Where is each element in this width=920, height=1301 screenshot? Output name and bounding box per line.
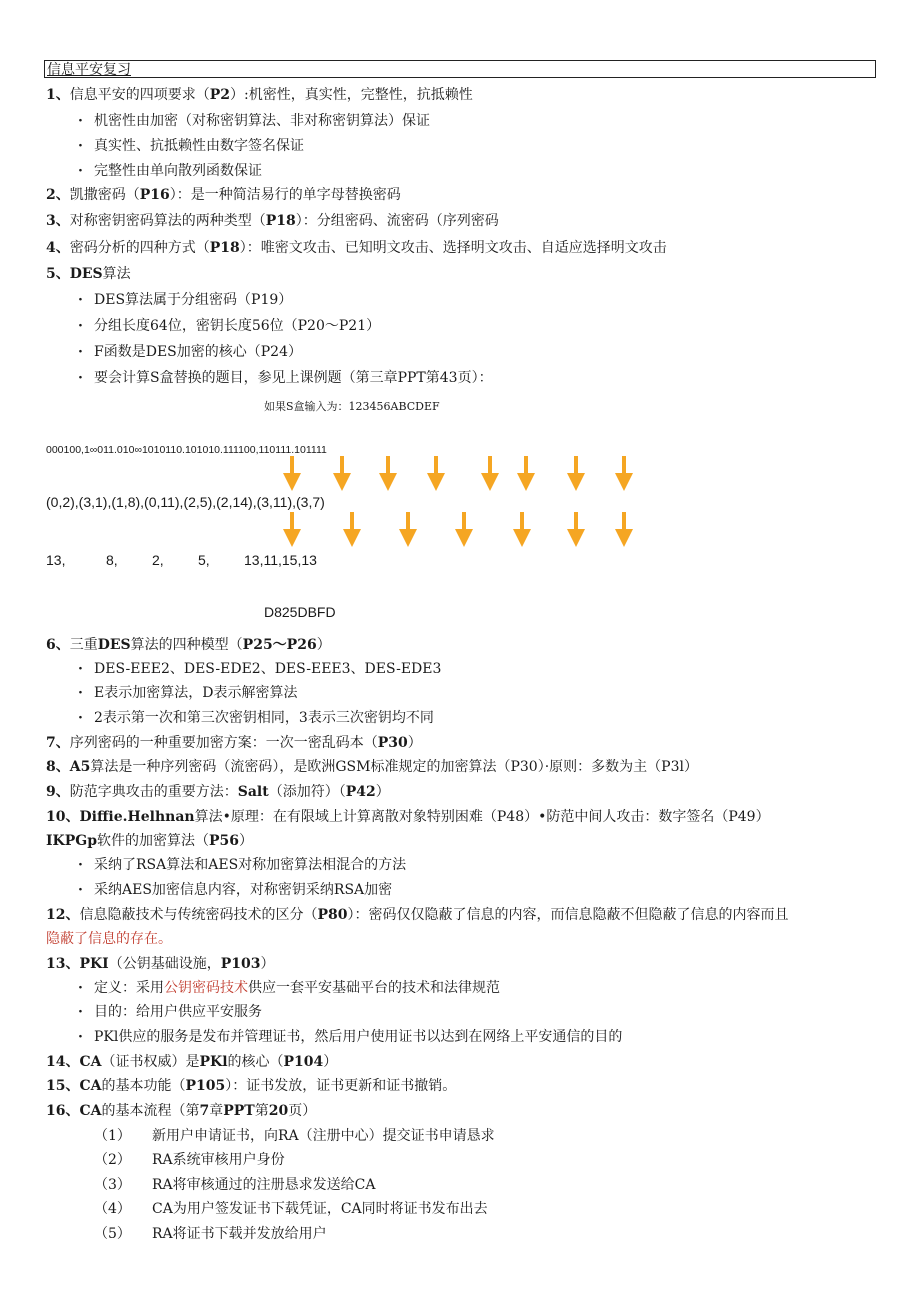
item-1-bullet-3: · 完整性由单向散列函数保证 [78,162,262,180]
item-6-bullet-3: · 2表示第一次和第三次密钥相同，3表示三次密钥均不同 [78,709,434,727]
item-11-bullet-2: · 采纳AES加密信息内容，对称密钥采纳RSA加密 [78,881,392,899]
item-1-bullet-2: · 真实性、抗抵赖性由数字签名保证 [78,137,304,155]
item-13: 13、PKI（公钥基础设施，P103） [46,956,275,972]
item-6-bullet-2: · E表示加密算法，D表示解密算法 [78,684,297,702]
item-9: 9、防范字典攻击的重要方法：Salt（添加符）（P42） [46,784,390,800]
down-arrow-icon [282,512,302,548]
item-8: 8、A5算法是一种序列密码（流密码），是欧洲GSM标准规定的加密算法（P30）·原则：多数为主（P3l） [46,759,698,775]
item-11: IKPGp软件的加密算法（P56） [46,833,254,849]
item-13-bullet-2: · 目的：给用户供应平安服务 [78,1003,262,1021]
step-4: （4） CA为用户签发证书下载凭证，CA同时将证书发布出去 [94,1201,488,1217]
down-arrow-icon [566,456,586,492]
item-2: 2、凯撒密码（P16）：是一种简洁易行的单字母替换密码 [46,187,401,203]
item-14: 14、CA（证书权威）是PKl的核心（P104） [46,1054,338,1070]
item-1: 1、信息平安的四项要求（P2）:机密性，真实性，完整性，抗抵赖性 [46,87,473,103]
item-12: 12、信息隐蔽技术与传统密码技术的区分（P80）：密码仅仅隐蔽了信息的内容，而信息隐蔽不但隐蔽了信息的内容而且 [46,907,789,923]
pki-link-text[interactable]: 公钥密码技术 [164,980,248,996]
item-3: 3、对称密钥密码算法的两种类型（P18）：分组密码、流密码（序列密码 [46,213,499,229]
item-5-bullet-4: · 要会计算S盒替换的题目，参见上课例题（第三章PPT第43页）： [78,369,493,387]
sbox-result: D825DBFD [264,604,336,620]
down-arrow-icon [512,512,532,548]
item-12-continued: 隐蔽了信息的存在。 [46,931,172,947]
down-arrow-icon [566,512,586,548]
down-arrow-icon [480,456,500,492]
down-arrow-icon [614,512,634,548]
step-5: （5） RA将证书下载并发放给用户 [94,1226,327,1242]
item-5-bullet-2: · 分组长度64位，密钥长度56位（P20～P21） [78,317,380,335]
sbox-input-bits: 000100,1∞011.010∞1010110.101010.111100,110111.101111 [46,444,327,456]
sbox-value: 8, [106,552,118,568]
item-13-bullet-1: · 定义：采用公钥密码技术供应一套平安基础平台的技术和法律规范 [78,979,500,997]
item-6: 6、三重DES算法的四种模型（P25～P26） [46,637,331,653]
item-15: 15、CA的基本功能（P105）：证书发放，证书更新和证书撤销。 [46,1078,457,1094]
document-title: 信息平安复习 [44,60,876,78]
item-10: 10、Diffie.Helhnan算法•原理：在有限域上计算离散对象特别困难（P48）•防范中间人攻击：数字签名（P49） [46,809,770,825]
down-arrow-icon [454,512,474,548]
step-2: （2） RA系统审核用户身份 [94,1152,285,1168]
down-arrow-icon [516,456,536,492]
down-arrow-icon [398,512,418,548]
sbox-value: 2, [152,552,164,568]
item-7: 7、序列密码的一种重要加密方案：一次一密乱码本（P30） [46,735,422,751]
down-arrow-icon [614,456,634,492]
sbox-value: 5, [198,552,210,568]
sbox-input-label: 如果S盒输入为：123456ABCDEF [264,400,440,413]
item-16: 16、CA的基本流程（第7章PPT第20页） [46,1103,317,1119]
item-1-bullet-1: · 机密性由加密（对称密钥算法、非对称密钥算法）保证 [78,112,430,130]
item-5-bullet-1: · DES算法属于分组密码（P19） [78,291,292,309]
step-3: （3） RA将审核通过的注册恳求发送给CA [94,1177,376,1193]
item-5-bullet-3: · F函数是DES加密的核心（P24） [78,343,302,361]
down-arrow-icon [332,456,352,492]
down-arrow-icon [378,456,398,492]
down-arrow-icon [342,512,362,548]
item-13-bullet-3: · PKl供应的服务是发布并管理证书，然后用户使用证书以达到在网络上平安通信的目的 [78,1028,622,1046]
item-6-bullet-1: · DES-EEE2、DES-EDE2、DES-EEE3、DES-EDE3 [78,660,441,678]
step-1: （1） 新用户申请证书，向RA（注册中心）提交证书申请恳求 [94,1128,495,1144]
down-arrow-icon [282,456,302,492]
sbox-value: 13,11,15,13 [244,552,317,568]
down-arrow-icon [426,456,446,492]
item-11-bullet-1: · 采纳了RSA算法和AES对称加密算法相混合的方法 [78,856,406,874]
item-4: 4、密码分析的四种方式（P18）：唯密文攻击、已知明文攻击、选择明文攻击、自适应选择明文攻击 [46,240,667,256]
item-5: 5、DES算法 [46,266,131,282]
sbox-value: 13, [46,552,66,568]
sbox-row-col-pairs: (0,2),(3,1),(1,8),(0,11),(2,5),(2,14),(3,11),(3,7) [46,494,325,510]
